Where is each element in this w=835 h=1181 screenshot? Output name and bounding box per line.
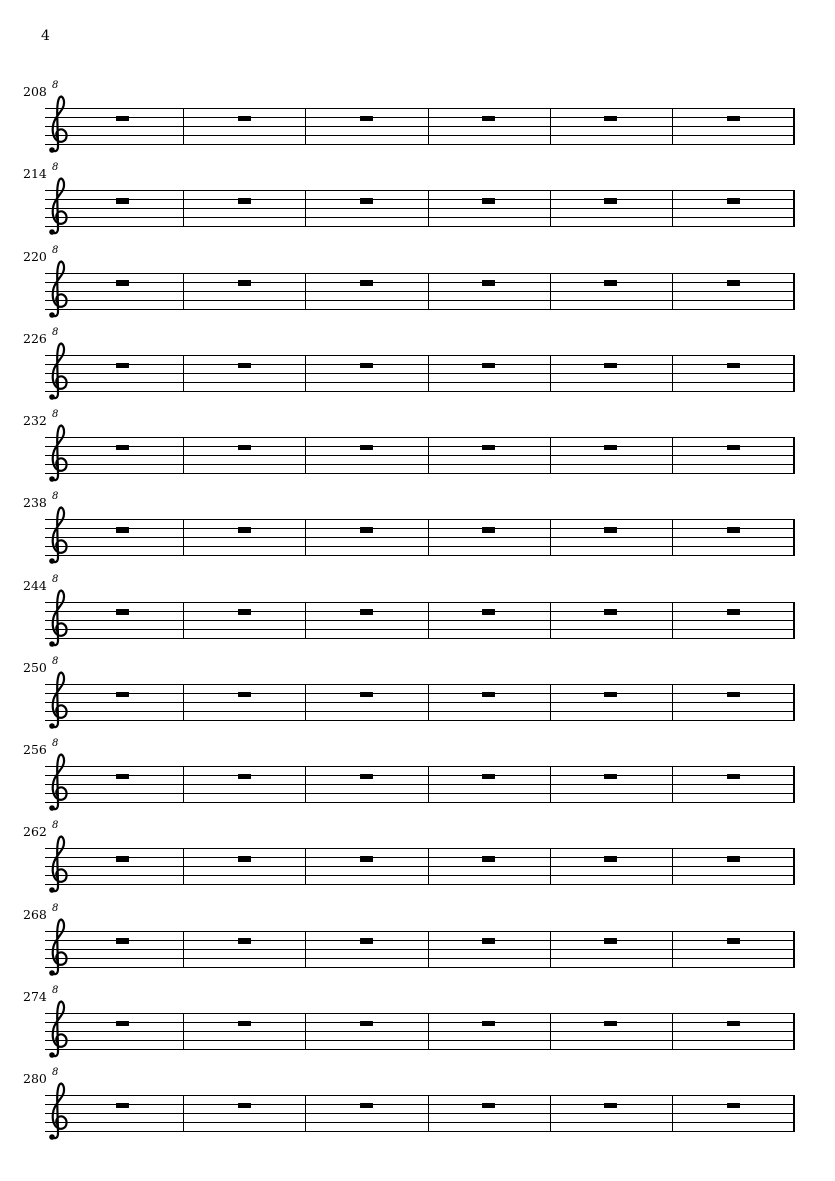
barline [672, 602, 673, 639]
barline [550, 108, 551, 145]
staff-line [45, 766, 795, 767]
staff-line [45, 190, 795, 191]
staff-line [45, 967, 795, 968]
whole-rest [116, 1021, 129, 1027]
staff-line [45, 611, 795, 612]
staff-line [45, 282, 795, 283]
staff-line [45, 208, 795, 209]
whole-rest [482, 938, 495, 944]
staff-system [0, 902, 835, 987]
barline [550, 519, 551, 556]
measure-number: 232 [23, 413, 47, 428]
whole-rest [360, 116, 373, 122]
staff-line [45, 857, 795, 858]
staff-system [0, 573, 835, 658]
staff-line [45, 528, 795, 529]
staff-system [0, 738, 835, 822]
system-end-barline [793, 273, 795, 310]
staff-line [45, 108, 795, 109]
staff-line [45, 537, 795, 538]
octave-marker: 8 [52, 738, 59, 749]
system-end-barline [793, 766, 795, 803]
whole-rest [116, 116, 129, 122]
whole-rest [360, 280, 373, 286]
staff-system [0, 655, 835, 740]
staff-line [45, 1031, 795, 1032]
staff-line [45, 848, 795, 849]
whole-rest [360, 198, 373, 204]
barline [428, 190, 429, 227]
barline [428, 519, 429, 556]
barline [428, 355, 429, 392]
staff-line [45, 1131, 795, 1132]
whole-rest [116, 1103, 129, 1109]
whole-rest [727, 445, 740, 451]
staff-line [45, 940, 795, 941]
treble-clef-icon [44, 915, 70, 979]
whole-rest [482, 692, 495, 698]
whole-rest [360, 445, 373, 451]
whole-rest [727, 116, 740, 122]
system-end-barline [793, 684, 795, 721]
staff-line [45, 217, 795, 218]
whole-rest [116, 280, 129, 286]
barline [672, 355, 673, 392]
whole-rest [238, 609, 251, 615]
barline [183, 190, 184, 227]
whole-rest [482, 527, 495, 533]
octave-marker: 8 [52, 1067, 59, 1078]
staff-system [0, 491, 835, 575]
staff-line [45, 1104, 795, 1105]
octave-marker: 8 [52, 491, 59, 503]
barline [428, 766, 429, 803]
staff-line [45, 884, 795, 885]
barline [672, 273, 673, 310]
staff-line [45, 546, 795, 547]
staff-line [45, 373, 795, 374]
staff-line [45, 775, 795, 776]
barline [672, 190, 673, 227]
staff-system [0, 80, 835, 164]
whole-rest [116, 198, 129, 204]
barline [183, 355, 184, 392]
octave-marker: 8 [52, 326, 59, 338]
staff-line [45, 720, 795, 721]
staff-line [45, 446, 795, 447]
staff-line [45, 602, 795, 603]
whole-rest [604, 609, 617, 615]
barline [428, 1013, 429, 1050]
whole-rest [604, 363, 617, 369]
barline [672, 931, 673, 968]
whole-rest [604, 692, 617, 698]
whole-rest [116, 527, 129, 533]
whole-rest [482, 445, 495, 451]
barline [672, 519, 673, 556]
barline [305, 355, 306, 392]
staff-line [45, 875, 795, 876]
barline [183, 108, 184, 145]
whole-rest [604, 445, 617, 451]
measure-number: 256 [23, 742, 47, 757]
staff-line [45, 793, 795, 794]
whole-rest [604, 856, 617, 862]
staff-line [45, 473, 795, 474]
barline [428, 602, 429, 639]
system-end-barline [793, 108, 795, 145]
whole-rest [482, 280, 495, 286]
barline [550, 602, 551, 639]
barline [550, 1095, 551, 1132]
staff-line [45, 1040, 795, 1041]
barline [428, 848, 429, 885]
system-end-barline [793, 931, 795, 968]
whole-rest [238, 280, 251, 286]
barline [183, 848, 184, 885]
staff-system [0, 820, 835, 904]
measure-number: 220 [23, 248, 47, 264]
page-number: 4 [41, 28, 50, 44]
staff-line [45, 693, 795, 694]
treble-clef-icon [44, 586, 70, 650]
barline [550, 931, 551, 968]
measure-number: 274 [23, 988, 47, 1004]
whole-rest [727, 280, 740, 286]
whole-rest [116, 445, 129, 451]
staff-line [45, 784, 795, 785]
staff-system [0, 984, 835, 1069]
barline [550, 848, 551, 885]
whole-rest [727, 692, 740, 698]
staff-line [45, 391, 795, 392]
octave-marker: 8 [52, 573, 59, 585]
staff-line [45, 702, 795, 703]
staff-line [45, 555, 795, 556]
treble-clef-icon [44, 503, 70, 567]
whole-rest [727, 363, 740, 369]
barline [183, 519, 184, 556]
octave-marker: 8 [52, 162, 59, 174]
whole-rest [482, 609, 495, 615]
barline [305, 766, 306, 803]
staff-line [45, 802, 795, 803]
measure-number: 268 [23, 906, 47, 922]
staff-system [0, 244, 835, 329]
staff-line [45, 309, 795, 310]
staff-line [45, 684, 795, 685]
treble-clef-icon [44, 750, 70, 814]
whole-rest [604, 774, 617, 780]
barline [183, 931, 184, 968]
whole-rest [482, 856, 495, 862]
whole-rest [238, 363, 251, 369]
staff-line [45, 455, 795, 456]
whole-rest [604, 280, 617, 286]
whole-rest [238, 116, 251, 122]
barline [183, 684, 184, 721]
whole-rest [482, 363, 495, 369]
staff-line [45, 1049, 795, 1050]
whole-rest [116, 363, 129, 369]
whole-rest [238, 774, 251, 780]
octave-marker: 8 [52, 80, 59, 91]
barline [183, 1013, 184, 1050]
staff-line [45, 291, 795, 292]
measure-number: 226 [23, 330, 47, 346]
whole-rest [116, 609, 129, 615]
barline [183, 766, 184, 803]
barline [305, 602, 306, 639]
barline [672, 684, 673, 721]
barline [305, 1013, 306, 1050]
octave-marker: 8 [52, 655, 59, 667]
staff-line [45, 199, 795, 200]
barline [305, 108, 306, 145]
treble-clef-icon [44, 668, 70, 732]
measure-number: 244 [23, 577, 47, 593]
octave-marker: 8 [52, 984, 59, 996]
staff-line [45, 364, 795, 365]
barline [428, 1095, 429, 1132]
barline [183, 602, 184, 639]
staff-system [0, 162, 835, 246]
staff-line [45, 226, 795, 227]
treble-clef-icon [44, 832, 70, 896]
barline [305, 931, 306, 968]
staff-line [45, 355, 795, 356]
whole-rest [360, 363, 373, 369]
barline [672, 437, 673, 474]
staff-line [45, 464, 795, 465]
system-end-barline [793, 602, 795, 639]
octave-marker: 8 [52, 409, 59, 420]
staff-line [45, 949, 795, 950]
barline [550, 684, 551, 721]
whole-rest [727, 527, 740, 533]
whole-rest [238, 445, 251, 451]
barline [428, 931, 429, 968]
whole-rest [360, 938, 373, 944]
system-end-barline [793, 190, 795, 227]
system-end-barline [793, 1095, 795, 1132]
whole-rest [727, 609, 740, 615]
staff-line [45, 273, 795, 274]
system-end-barline [793, 848, 795, 885]
whole-rest [727, 1021, 740, 1027]
barline [428, 437, 429, 474]
whole-rest [238, 1021, 251, 1027]
whole-rest [482, 774, 495, 780]
whole-rest [238, 1103, 251, 1109]
staff-line [45, 1022, 795, 1023]
measure-number: 214 [23, 166, 47, 182]
whole-rest [238, 938, 251, 944]
staff-line [45, 1113, 795, 1114]
staff-line [45, 958, 795, 959]
whole-rest [482, 116, 495, 122]
measure-number: 238 [23, 495, 47, 511]
barline [550, 766, 551, 803]
barline [305, 519, 306, 556]
whole-rest [604, 527, 617, 533]
measure-number: 250 [23, 659, 47, 675]
whole-rest [727, 856, 740, 862]
barline [428, 684, 429, 721]
whole-rest [482, 1021, 495, 1027]
barline [550, 273, 551, 310]
staff-system [0, 1067, 835, 1151]
staff-line [45, 437, 795, 438]
staff-line [45, 931, 795, 932]
barline [305, 190, 306, 227]
barline [305, 1095, 306, 1132]
whole-rest [238, 527, 251, 533]
measure-number: 208 [23, 84, 47, 99]
barline [305, 848, 306, 885]
barline [428, 108, 429, 145]
treble-clef-icon [44, 257, 70, 321]
whole-rest [604, 938, 617, 944]
staff-line [45, 866, 795, 867]
barline [672, 848, 673, 885]
barline [305, 273, 306, 310]
system-end-barline [793, 1013, 795, 1050]
treble-clef-icon [44, 421, 70, 485]
staff-line [45, 382, 795, 383]
octave-marker: 8 [52, 820, 59, 832]
octave-marker: 8 [52, 902, 59, 914]
whole-rest [604, 1103, 617, 1109]
staff-system [0, 326, 835, 411]
barline [183, 1095, 184, 1132]
barline [305, 684, 306, 721]
whole-rest [604, 116, 617, 122]
whole-rest [360, 527, 373, 533]
measure-number: 262 [23, 824, 47, 840]
whole-rest [727, 198, 740, 204]
whole-rest [116, 856, 129, 862]
staff-line [45, 711, 795, 712]
whole-rest [604, 198, 617, 204]
staff-line [45, 126, 795, 127]
whole-rest [727, 1103, 740, 1109]
staff-line [45, 1122, 795, 1123]
barline [672, 766, 673, 803]
staff-system [0, 409, 835, 493]
barline [672, 108, 673, 145]
whole-rest [116, 692, 129, 698]
whole-rest [116, 774, 129, 780]
whole-rest [727, 774, 740, 780]
staff-line [45, 135, 795, 136]
treble-clef-icon [44, 339, 70, 403]
whole-rest [604, 1021, 617, 1027]
whole-rest [116, 938, 129, 944]
staff-line [45, 144, 795, 145]
staff-line [45, 638, 795, 639]
whole-rest [360, 1103, 373, 1109]
octave-marker: 8 [52, 244, 59, 256]
staff-line [45, 117, 795, 118]
treble-clef-icon [44, 92, 70, 156]
treble-clef-icon [44, 1079, 70, 1143]
barline [550, 190, 551, 227]
system-end-barline [793, 519, 795, 556]
whole-rest [482, 1103, 495, 1109]
barline [672, 1095, 673, 1132]
staff-line [45, 519, 795, 520]
whole-rest [238, 692, 251, 698]
whole-rest [360, 692, 373, 698]
treble-clef-icon [44, 997, 70, 1061]
barline [550, 355, 551, 392]
whole-rest [727, 938, 740, 944]
staff-line [45, 1095, 795, 1096]
whole-rest [360, 856, 373, 862]
barline [672, 1013, 673, 1050]
whole-rest [360, 1021, 373, 1027]
system-end-barline [793, 437, 795, 474]
whole-rest [360, 774, 373, 780]
barline [183, 437, 184, 474]
barline [183, 273, 184, 310]
barline [428, 273, 429, 310]
barline [305, 437, 306, 474]
system-end-barline [793, 355, 795, 392]
measure-number: 280 [23, 1071, 47, 1086]
staff-line [45, 300, 795, 301]
whole-rest [360, 609, 373, 615]
staff-line [45, 629, 795, 630]
barline [550, 437, 551, 474]
whole-rest [238, 856, 251, 862]
staff-line [45, 1013, 795, 1014]
barline [550, 1013, 551, 1050]
whole-rest [238, 198, 251, 204]
treble-clef-icon [44, 174, 70, 238]
whole-rest [482, 198, 495, 204]
staff-line [45, 620, 795, 621]
